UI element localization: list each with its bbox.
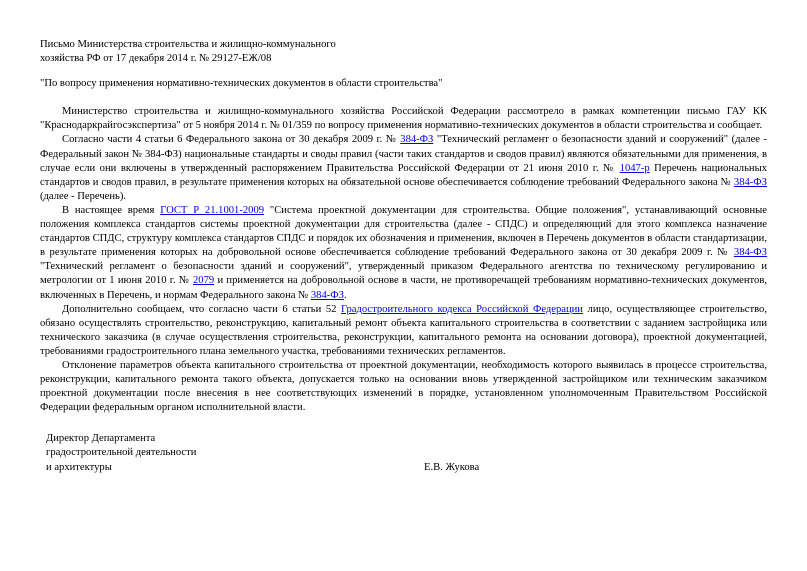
document (40, 38, 767, 415)
paragraph-5 (40, 359, 767, 415)
paragraph-2 (40, 133, 767, 203)
signer-name: Е.В. Жукова (424, 461, 480, 473)
signer-title-line-3: и архитектуры (46, 461, 112, 473)
signer-title-line-1: Директор Департамента (46, 433, 156, 444)
paragraph-3-text-e: . (343, 289, 347, 301)
paragraph-1-text: Министерство строительства и жилищно-коммунального хозяйства Российской Федерации рассмотрело в рамках компетенции письмо ГАУ КК "Краснодаркрайгосэкспертиза" от 5 ноября 2014 г. № 01/359 по вопросу применения нормативно-технических документов в области строительства и сообщает. (40, 106, 767, 132)
paragraph-5-text: Отклонение параметров объекта капитального строительства от проектной документации, необходимость которого выявилась в процессе строительства, реконструкции, капитального ремонта такого объекта, допускается только на основании вновь утвержденной застройщиком или техническим заказчиком проектной документации после внесения в нее соответствующих изменений в порядке, установленном уполномоченным Правительством Российской Федерации федеральным органом исполнительной власти. (40, 359, 767, 414)
law-384-fz-link-4[interactable]: 384-ФЗ (310, 289, 344, 301)
paragraph-2-text-d: (далее - Перечень). (40, 190, 127, 202)
law-384-fz-link-2[interactable]: 384-ФЗ (733, 176, 767, 188)
paragraph-4 (40, 303, 767, 359)
paragraph-4-text-a: Дополнительно сообщаем, что согласно части 6 статьи 52 (62, 303, 342, 315)
header-line-2: хозяйства РФ от 17 декабря 2014 г. № 29127-ЕЖ/08 (40, 53, 272, 65)
letter-header (40, 38, 767, 66)
letter-subject: "По вопросу применения нормативно-технических документов в области строительства" (40, 78, 443, 90)
paragraph-2-text-c: Перечень национальных стандартов и сводов правил, в результате применения которых на обязательной основе обеспечивается соблюдение требований Федерального закона № (40, 162, 767, 188)
paragraph-4-text-b: лицо, осуществляющее строительство, обязано осуществлять строительство, реконструкцию, капитальный ремонт объекта капитального строительства в соответствии с заданием застройщика или технического заказчика (в случае осуществления строительства, реконструкции, капитального ремонта на основании договора), проектной документацией, требованиями градостроительного плана земельного участка, требованиями технических регламентов. (40, 303, 767, 357)
gost-link[interactable]: ГОСТ Р 21.1001-2009 (160, 204, 265, 216)
law-384-fz-link-3[interactable]: 384-ФЗ (733, 247, 767, 259)
letter-body (40, 105, 767, 415)
order-2079-link[interactable]: 2079 (192, 275, 215, 287)
paragraph-3 (40, 204, 767, 303)
signer-title-line-2: градостроительной деятельности (46, 447, 197, 459)
paragraph-1 (40, 105, 767, 133)
order-1047-r-link[interactable]: 1047-р (619, 162, 650, 174)
paragraph-3-text-a: В настоящее время (62, 204, 161, 216)
header-line-1: Письмо Министерства строительства и жилищно-коммунального (40, 39, 336, 50)
paragraph-3-text-d: и применяется на добровольной основе в части, не противоречащей требованиям нормативно-технических документов, включенных в Перечень, и нормам Федерального закона № (40, 275, 767, 301)
signature-block (46, 432, 526, 475)
paragraph-2-text-b: "Технический регламент о безопасности зданий и сооружений" (далее - Федеральный закон № 384-ФЗ) национальные стандарты и своды правил (части таких стандартов и сводов правил) являются обязательными для применения, в случае если они включены в утвержденный распоряжением Правительства Российской Федерации от 21 июня 2010 г. № (40, 134, 767, 174)
paragraph-2-text-a: Согласно части 4 статьи 6 Федерального закона от 30 декабря 2009 г. № (62, 134, 401, 146)
urban-code-link[interactable]: Градостроительного кодекса Российской Федерации (341, 303, 583, 315)
paragraph-3-text-c: "Технический регламент о безопасности зданий и сооружений", утвержденный приказом Федерального агентства по техническому регулированию и метрологии от 1 июня 2010 г. № (40, 261, 767, 287)
law-384-fz-link[interactable]: 384-ФЗ (400, 134, 434, 146)
paragraph-3-text-b: "Система проектной документации для строительства. Общие положения", устанавливающий основные положения комплекса стандартов системы проектной документации для строительства (далее - СПДС) и определяющий для этого комплекса назначение стандартов СПДС, структуру комплекса стандартов СПДС и порядок их обозначения и применения, включен в Перечень документов в области стандартизации, в результате применения которых на добровольной основе обеспечивается соблюдение требований Федерального закона от 30 декабря 2009 г. № (40, 204, 768, 259)
